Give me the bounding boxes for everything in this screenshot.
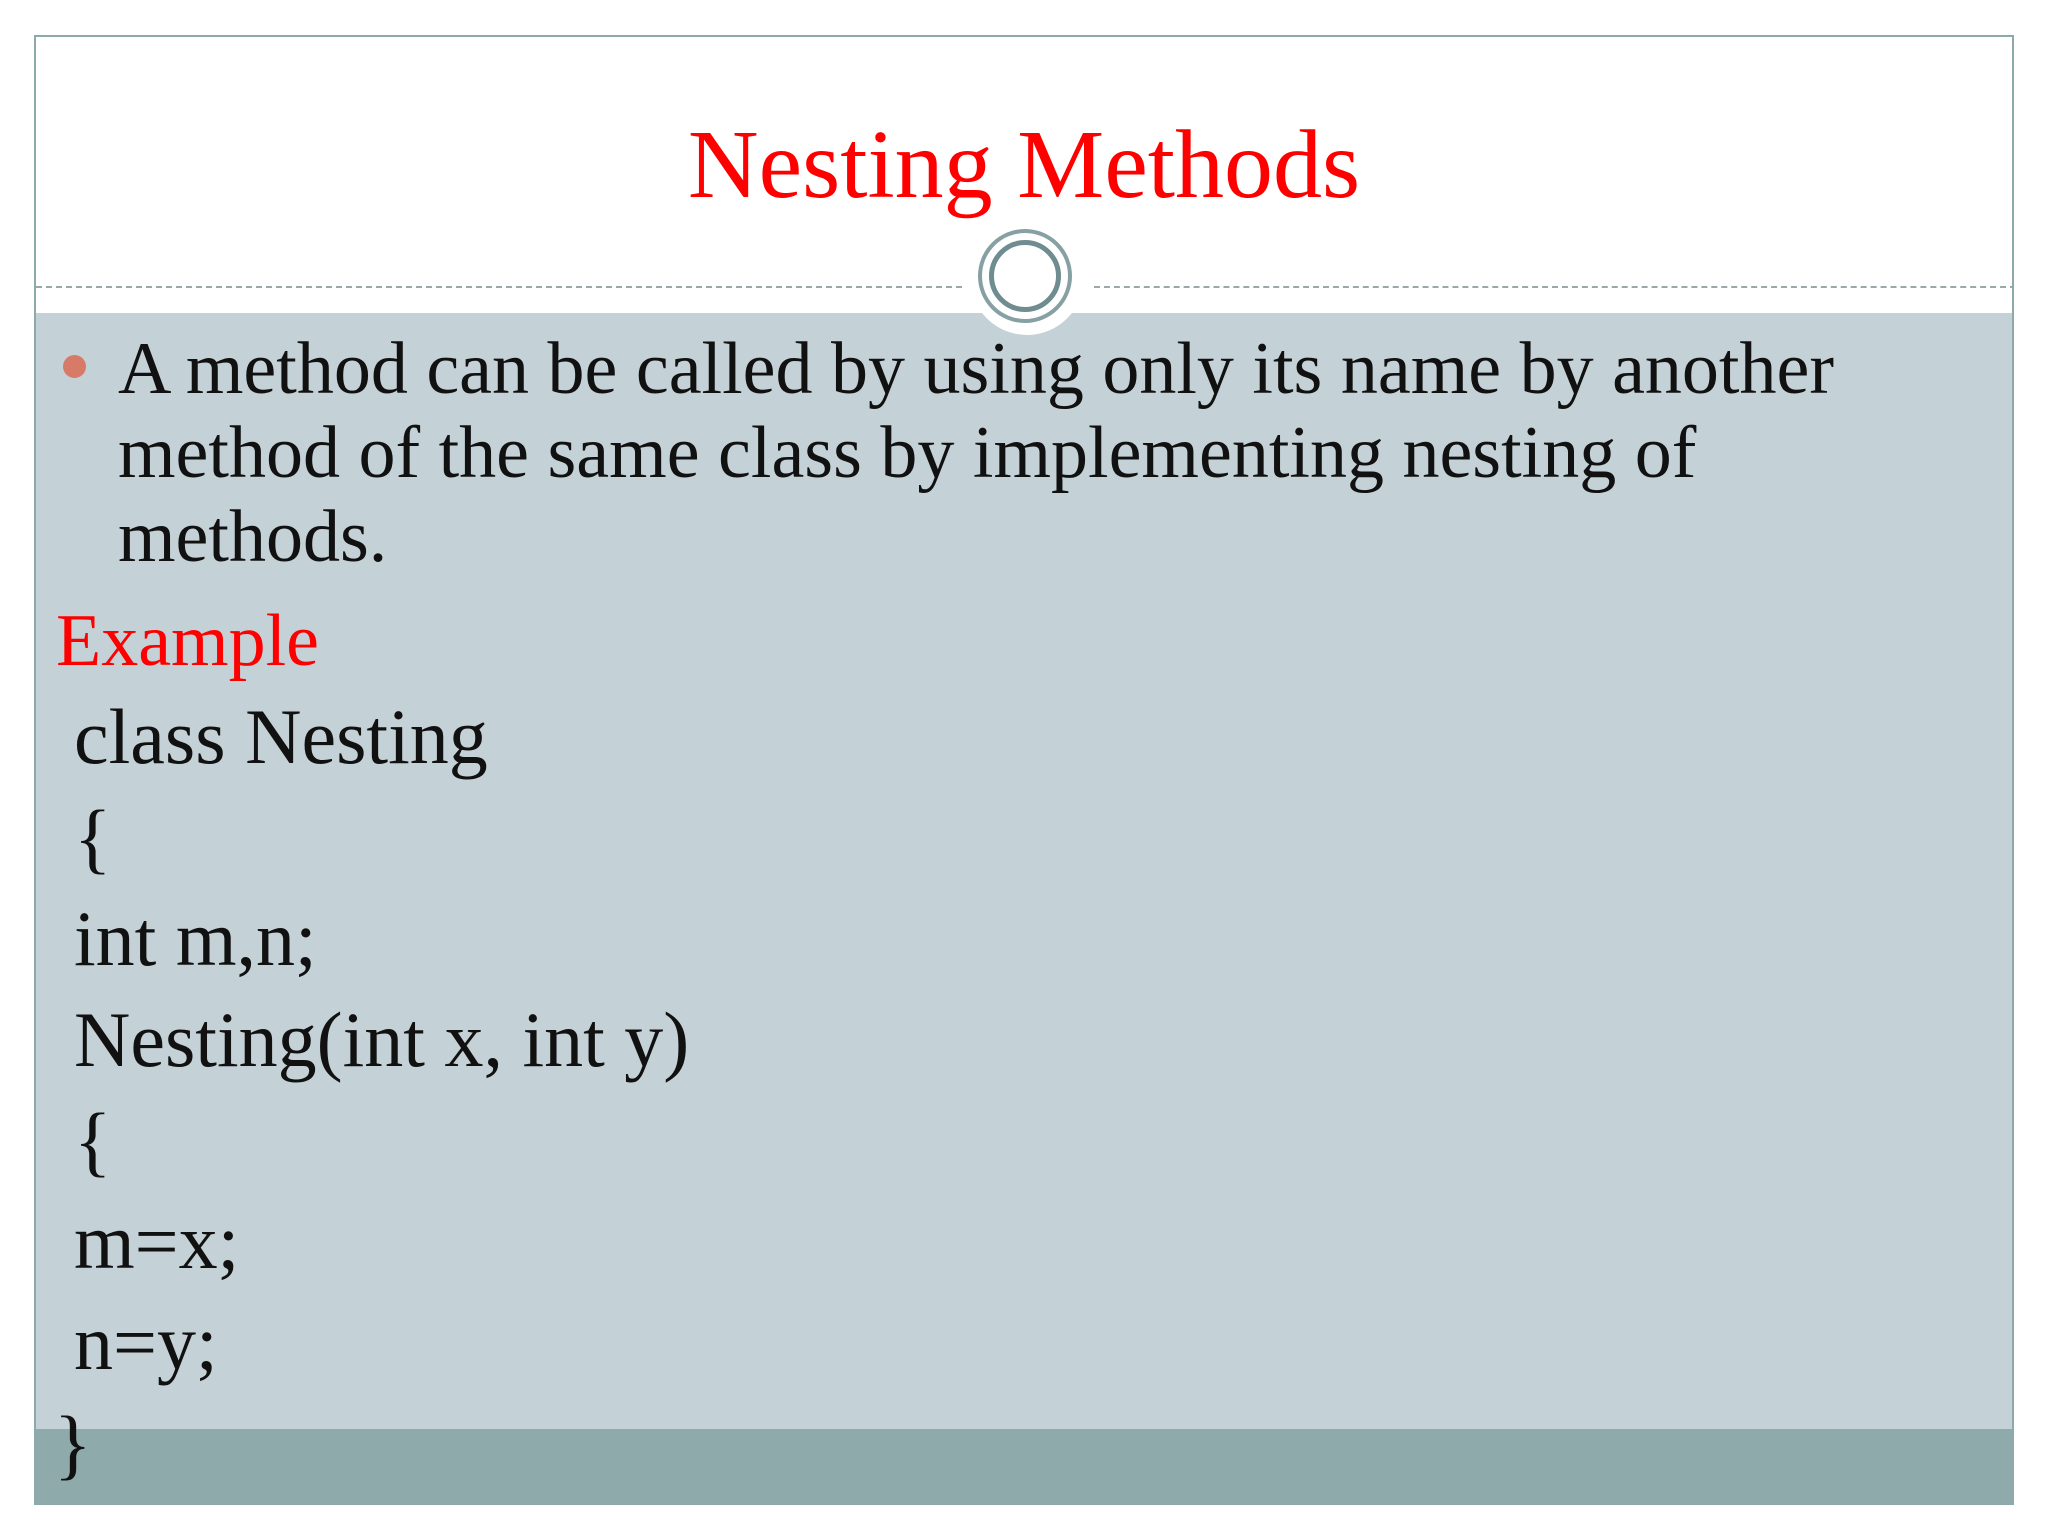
bullet-text: A method can be called by using only its name by another method of the same class by implementing nesting of methods. bbox=[118, 328, 1834, 578]
code-line: { bbox=[74, 1097, 112, 1184]
code-line: { bbox=[74, 794, 112, 881]
footer-band bbox=[36, 1429, 2012, 1505]
title-divider-right bbox=[1094, 286, 2014, 288]
bullet-dot-icon bbox=[63, 355, 86, 378]
example-label: Example bbox=[56, 600, 320, 682]
code-line: n=y; bbox=[74, 1299, 218, 1386]
code-line: Nesting(int x, int y) bbox=[74, 996, 690, 1083]
code-line: } bbox=[54, 1400, 92, 1487]
slide bbox=[34, 35, 2014, 1505]
slide-title: Nesting Methods bbox=[687, 111, 1361, 219]
code-line: m=x; bbox=[74, 1198, 240, 1285]
code-line: class Nesting bbox=[74, 693, 488, 780]
divider-inner-circle-icon bbox=[989, 240, 1061, 312]
code-line: int m,n; bbox=[74, 895, 317, 982]
title-divider-left bbox=[36, 286, 962, 288]
